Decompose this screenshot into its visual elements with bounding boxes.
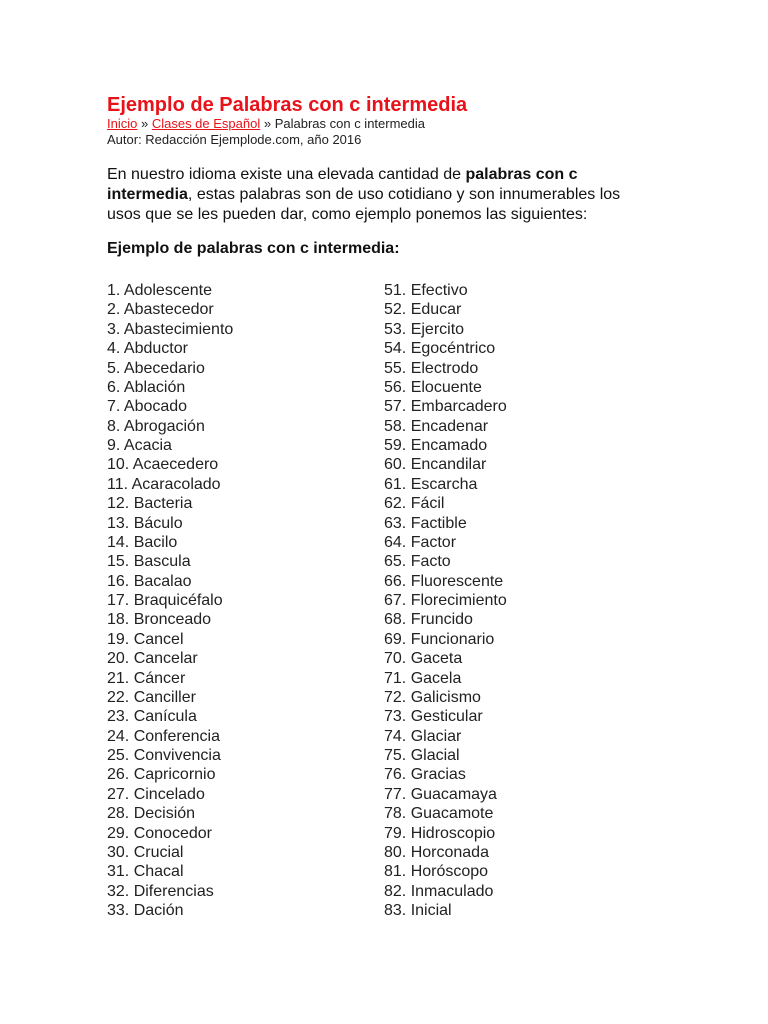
list-item: 19. Cancel — [107, 630, 184, 648]
list-item: 29. Conocedor — [107, 824, 212, 842]
intro-text: , estas palabras son de uso cotidiano y son innumerables los usos que se les pueden dar, como ejemplo ponemos las siguientes: — [107, 186, 621, 223]
list-item: 2. Abastecedor — [107, 301, 214, 319]
list-item: 83. Inicial — [384, 902, 452, 919]
list-item: 28. Decisión — [107, 805, 196, 823]
list-item: 3. Abastecimiento — [107, 320, 234, 338]
list-item: 80. Horconada — [384, 843, 489, 861]
list-item: 23. Canícula — [107, 708, 197, 726]
list-item: 16. Bacalao — [107, 572, 192, 590]
list-item: 20. Cancelar — [107, 650, 198, 668]
list-item: 31. Chacal — [107, 863, 184, 881]
list-item: 55. Electrodo — [384, 359, 479, 377]
list-item: 12. Bacteria — [107, 495, 193, 513]
list-item: 64. Factor — [384, 533, 457, 551]
list-item: 58. Encadenar — [384, 417, 489, 435]
word-list-right — [384, 281, 507, 920]
list-item: 60. Encandilar — [384, 456, 487, 474]
list-item: 8. Abrogación — [107, 417, 205, 435]
list-item: 52. Educar — [384, 301, 462, 319]
list-item: 69. Funcionario — [384, 630, 495, 648]
list-item: 56. Elocuente — [384, 378, 482, 396]
list-item: 5. Abecedario — [107, 359, 205, 377]
list-item: 63. Factible — [384, 514, 467, 532]
list-item: 76. Gracias — [384, 766, 466, 784]
list-item: 68. Fruncido — [384, 611, 473, 629]
list-item: 11. Acaracolado — [107, 475, 221, 493]
list-item: 73. Gesticular — [384, 708, 483, 726]
list-item: 32. Diferencias — [107, 882, 214, 900]
breadcrumb-current: Palabras con c intermedia — [274, 116, 426, 131]
breadcrumb-section-link[interactable]: Clases de Español — [151, 116, 261, 131]
list-item: 33. Dación — [107, 902, 184, 919]
list-item: 70. Gaceta — [384, 650, 463, 668]
list-item: 77. Guacamaya — [384, 785, 497, 803]
list-item: 75. Glacial — [384, 747, 460, 764]
list-item: 14. Bacilo — [107, 533, 178, 551]
list-item: 7. Abocado — [107, 398, 188, 416]
list-item: 21. Cáncer — [107, 669, 186, 687]
list-item: 65. Facto — [384, 553, 451, 571]
intro-text: En nuestro idioma existe una elevada cantidad de — [107, 166, 466, 183]
list-item: 62. Fácil — [384, 495, 445, 513]
word-list-left — [107, 281, 233, 920]
list-item: 25. Convivencia — [107, 747, 221, 764]
list-item: 26. Capricornio — [107, 766, 216, 784]
list-item: 1. Adolescente — [107, 282, 212, 299]
list-item: 59. Encamado — [384, 437, 488, 454]
list-item: 4. Abductor — [107, 340, 188, 358]
list-item: 51. Efectivo — [384, 282, 468, 299]
list-item: 15. Bascula — [107, 553, 191, 571]
list-item: 22. Canciller — [107, 688, 196, 706]
list-item: 30. Crucial — [107, 843, 184, 861]
breadcrumb-home-link[interactable]: Inicio — [107, 116, 138, 131]
list-item: 18. Bronceado — [107, 611, 212, 629]
list-item: 57. Embarcadero — [384, 398, 507, 416]
list-item: 24. Conferencia — [107, 727, 220, 745]
list-item: 9. Acacia — [107, 437, 172, 454]
list-item: 6. Ablación — [107, 378, 186, 396]
list-item: 54. Egocéntrico — [384, 340, 496, 358]
list-item: 61. Escarcha — [384, 475, 478, 493]
list-item: 10. Acaecedero — [107, 456, 219, 474]
list-item: 81. Horóscopo — [384, 863, 489, 881]
list-item: 72. Galicismo — [384, 688, 481, 706]
list-item: 78. Guacamote — [384, 805, 494, 823]
list-item: 71. Gacela — [384, 669, 462, 687]
breadcrumb-separator: » — [137, 116, 152, 131]
intro-paragraph — [107, 165, 647, 225]
breadcrumb-separator: » — [260, 116, 275, 131]
breadcrumb — [107, 116, 425, 131]
list-item: 17. Braquicéfalo — [107, 592, 223, 609]
list-item: 74. Glaciar — [384, 727, 462, 745]
list-heading: Ejemplo de palabras con c intermedia: — [107, 240, 400, 257]
list-item: 27. Cincelado — [107, 785, 205, 803]
list-item: 66. Fluorescente — [384, 572, 504, 590]
list-item: 79. Hidroscopio — [384, 824, 496, 842]
intro-bold-text: palabras con c intermedia — [107, 166, 578, 203]
list-item: 82. Inmaculado — [384, 882, 494, 900]
list-item: 53. Ejercito — [384, 320, 465, 338]
list-item: 13. Báculo — [107, 514, 183, 532]
list-item: 67. Florecimiento — [384, 592, 507, 609]
author-line: Autor: Redacción Ejemplode.com, año 2016 — [107, 132, 362, 147]
page-title: Ejemplo de Palabras con c intermedia — [107, 94, 468, 116]
